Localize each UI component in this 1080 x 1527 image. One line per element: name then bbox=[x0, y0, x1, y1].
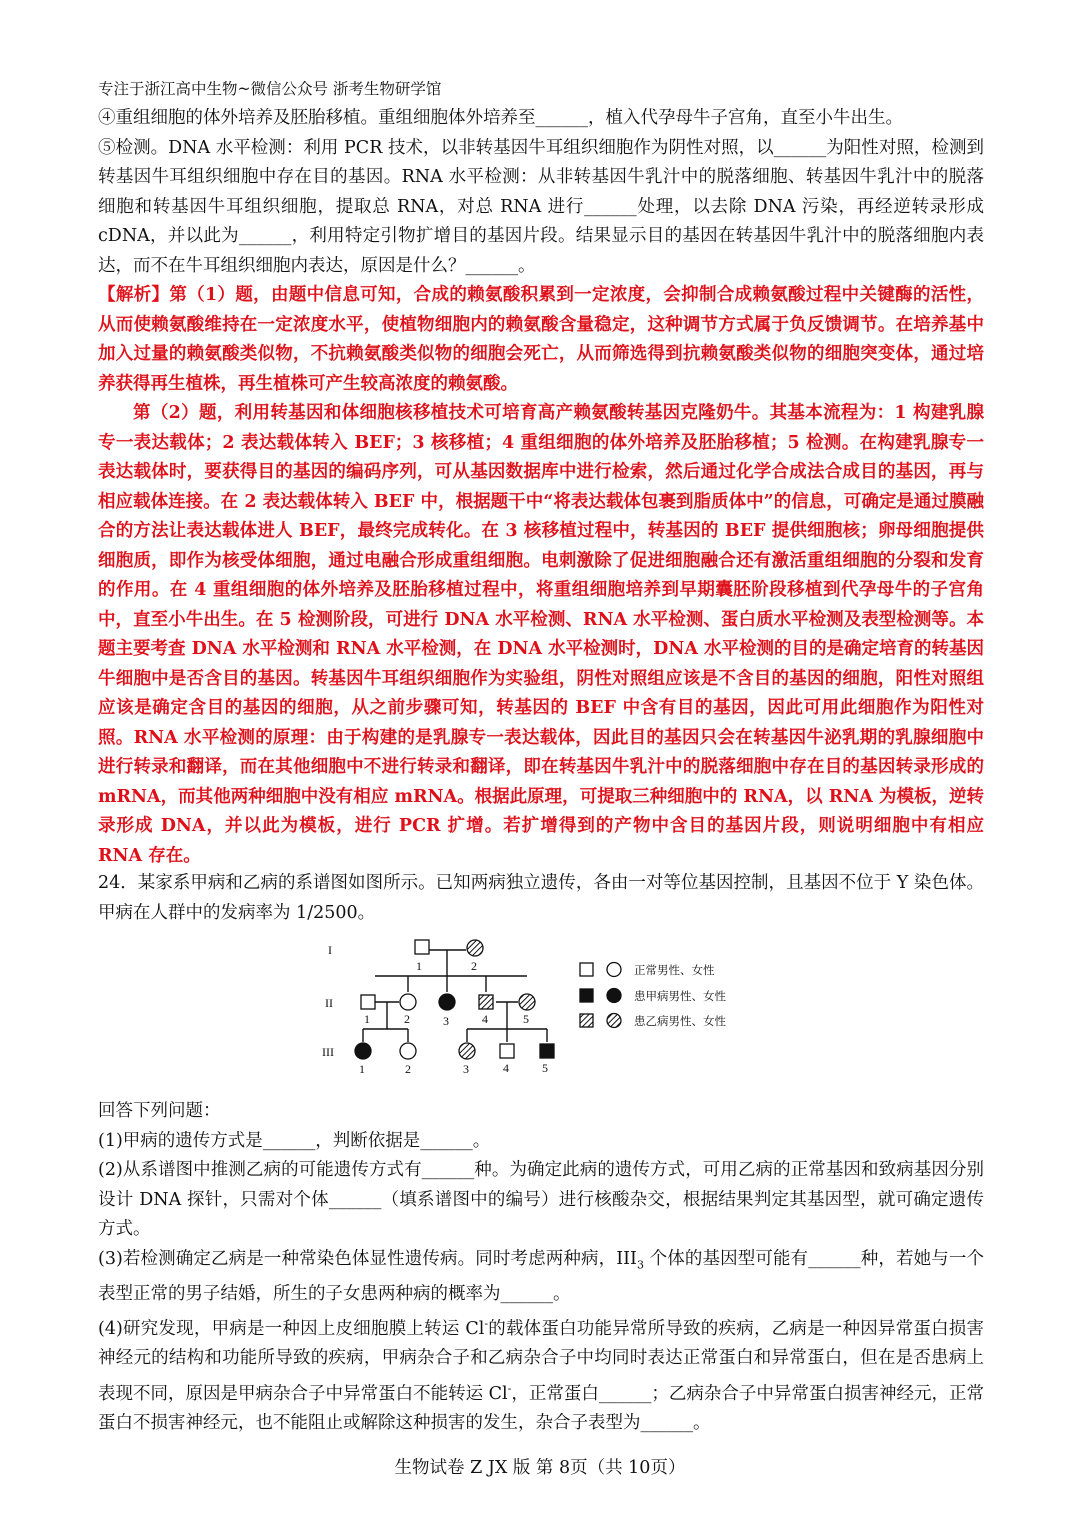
num-I-1: 1 bbox=[416, 959, 422, 973]
gen-label-II: II bbox=[325, 996, 333, 1010]
pedigree-chart bbox=[320, 932, 780, 1082]
legend-disease-b-label: 患乙病男性、女性 bbox=[634, 1014, 726, 1028]
q24-sub-4: (4)研究发现，甲病是一种因上皮细胞膜上转运 Cl-的载体蛋白功能异常所导致的疾病，乙病是一种因异常蛋白损害神经元的结构和功能所导致的疾病，甲病杂合子和乙病杂合子中均同时表达正常蛋白和异常蛋白，但在是否患病上表现不同，原因是甲病杂合子中异常蛋白不能转运 Cl-，正常蛋白______；乙病杂合子中异常蛋白损害神经元，正常蛋白不损害神经元，也不能阻止或解除这种损害的发生，杂合子表型为______。 bbox=[98, 1317, 984, 1434]
gen-label-I: I bbox=[328, 943, 332, 957]
II-5-disease-b-female bbox=[519, 994, 535, 1010]
II-4-disease-b-male bbox=[479, 995, 493, 1009]
num-III-4: 4 bbox=[503, 1061, 509, 1075]
step-4-text: ④重组细胞的体外培养及胚胎移植。重组细胞体外培养至______，植入代孕母牛子宫角，直至小牛出生。 bbox=[98, 108, 903, 128]
page-footer: 生物试卷 Z JX 版 第 8页（共 10页） bbox=[394, 1458, 686, 1478]
num-I-2: 2 bbox=[471, 959, 477, 973]
legend-disease-a-female-symbol bbox=[607, 989, 621, 1003]
q24-sub-2: (2)从系谱图中推测乙病的可能遗传方式有______种。为确定此病的遗传方式，可用乙病的正常基因和致病基因分别设计 DNA 探针，只需对个体______（填系谱图中的编号）进行核酸杂交，根据结果判定其基因型，就可确定遗传方式。 bbox=[98, 1160, 984, 1239]
num-II-3: 3 bbox=[443, 1014, 449, 1028]
q24-sub-3: (3)若检测确定乙病是一种常染色体显性遗传病。同时考虑两种病，$III_3$ 个体的基因型可能有______种，若她与一个表型正常的男子结婚，所生的子女患两种病的概率为______。 bbox=[98, 1248, 984, 1304]
gen-label-III: III bbox=[322, 1045, 334, 1059]
analysis-part-1: 【解析】第（1）题，由题中信息可知，合成的赖氨酸积累到一定浓度，会抑制合成赖氨酸过程中关键酶的活性，从而使赖氨酸维持在一定浓度水平，使植物细胞内的赖氨酸含量稳定，这种调节方式属于负反馈调节。在培养基中加入过量的赖氨酸类似物，不抗赖氨酸类似物的细胞会死亡，从而筛选得到抗赖氨酸类似物的细胞突变体，通过培养获得再生植株，再生植株可产生较高浓度的赖氨酸。 bbox=[98, 285, 984, 394]
num-III-1: 1 bbox=[359, 1062, 365, 1076]
legend-disease-a-label: 患甲病男性、女性 bbox=[634, 989, 726, 1003]
num-II-1: 1 bbox=[364, 1012, 370, 1026]
step-5-text: ⑤检测。DNA 水平检测：利用 PCR 技术，以非转基因牛耳组织细胞作为阴性对照，以______为阳性对照，检测到转基因牛耳组织细胞中存在目的基因。RNA 水平检测：从非转基因牛乳汁中的脱落细胞、转基因牛乳汁中的脱落细胞和转基因牛耳组织细胞，提取总 RNA，对总 RNA 进行______处理，以去除 DNA 污染，再经逆转录形成 cDNA，并以此为______，利用特定引物扩增目的基因片段。结果显示目的基因在转基因牛乳汁中的脱落细胞内表达，而不在牛耳组织细胞内表达，原因是什么？______。 bbox=[98, 137, 984, 276]
num-II-2: 2 bbox=[404, 1012, 410, 1026]
III-2-normal-female bbox=[400, 1043, 416, 1059]
II-3-disease-a-female bbox=[439, 994, 455, 1010]
I-1-normal-male bbox=[415, 940, 429, 954]
question-24-subquestions bbox=[98, 1097, 984, 1439]
legend-disease-b-male-symbol bbox=[580, 1014, 593, 1027]
num-III-3: 3 bbox=[463, 1062, 469, 1076]
question-24-stem bbox=[98, 869, 984, 928]
analysis-part-2: 第（2）题，利用转基因和体细胞核移植技术可培育高产赖氨酸转基因克隆奶牛。其基本流程为：1 构建乳腺专一表达载体；2 表达载体转入 BEF；3 核移植；4 重组细胞的体外培养及胚胎移植；5 检测。在构建乳腺专一表达载体时，要获得目的基因的编码序列，可从基因数据库中进行检索，然后通过化学合成法合成目的基因，再与相应载体连接。在 2 表达载体转入 BEF 中，根据题干中“将表达载体包裹到脂质体中”的信息，可确定是通过膜融合的方法让表达载体进人 BEF，最终完成转化。在 3 核移植过程中，转基因的 BEF 提供细胞核；卵母细胞提供细胞质，即作为核受体细胞，通过电融合形成重组细胞。电刺激除了促进细胞融合还有激活重组细胞的分裂和发育的作用。在 4 重组细胞的体外培养及胚胎移植过程中，将重组细胞培养到早期囊胚阶段移植到代孕母牛的子宫角中，直至小牛出生。在 5 检测阶段，可进行 DNA 水平检测、RNA 水平检测、蛋白质水平检测及表型检测等。本题主要考查 DNA 水平检测和 RNA 水平检测，在 DNA 水平检测时，DNA 水平检测的目的是确定培育的转基因牛细胞中是否含目的基因。转基因牛耳组织细胞作为实验组，阴性对照组应该是不含目的基因的细胞，阳性对照组应该是确定含目的基因的细胞，从之前步骤可知，转基因的 BEF 中含有目的基因，因此可用此细胞作为阳性对照。RNA 水平检测的原理：由于构建的是乳腺专一表达载体，因此目的基因只会在转基因牛泌乳期的乳腺细胞中进行转录和翻译，而在其他细胞中不进行转录和翻译，即在转基因牛乳汁中的脱落细胞中存在目的基因转录形成的 mRNA，而其他两种细胞中没有相应 mRNA。根据此原理，可提取三种细胞中的 RNA，以 RNA 为模板，逆转录形成 DNA，并以此为模板，进行 PCR 扩增。若扩增得到的产物中含目的基因片段，则说明细胞中有相应 RNA 存在。 bbox=[98, 403, 985, 866]
legend-normal-label: 正常男性、女性 bbox=[634, 963, 715, 977]
question-23-continued bbox=[98, 104, 984, 871]
III-1-disease-a-female bbox=[355, 1043, 371, 1059]
num-II-5: 5 bbox=[523, 1012, 529, 1026]
q24-stem-text: 24．某家系甲病和乙病的系谱图如图所示。已知两病独立遗传，各由一对等位基因控制，且基因不位于 Y 染色体。甲病在人群中的发病率为 1/2500。 bbox=[98, 873, 984, 923]
I-2-disease-b-female bbox=[467, 940, 483, 956]
legend-disease-a-male-symbol bbox=[580, 989, 593, 1002]
page-header: 专注于浙江高中生物~微信公众号 浙考生物研学馆 bbox=[98, 80, 442, 98]
q24-sub-1: (1)甲病的遗传方式是______，判断依据是______。 bbox=[98, 1130, 491, 1151]
q24-prompt: 回答下列问题： bbox=[98, 1101, 221, 1121]
II-2-normal-female bbox=[400, 994, 416, 1010]
III-5-disease-a-male bbox=[540, 1044, 554, 1058]
num-III-5: 5 bbox=[542, 1061, 548, 1075]
II-1-normal-male bbox=[361, 995, 375, 1009]
legend-normal-female-symbol bbox=[607, 963, 621, 977]
num-II-4: 4 bbox=[482, 1012, 488, 1026]
III-4-normal-male bbox=[500, 1044, 514, 1058]
III-3-disease-b-female bbox=[459, 1043, 475, 1059]
num-III-2: 2 bbox=[405, 1062, 411, 1076]
legend-disease-b-female-symbol bbox=[607, 1014, 621, 1028]
legend-normal-male-symbol bbox=[580, 963, 593, 976]
